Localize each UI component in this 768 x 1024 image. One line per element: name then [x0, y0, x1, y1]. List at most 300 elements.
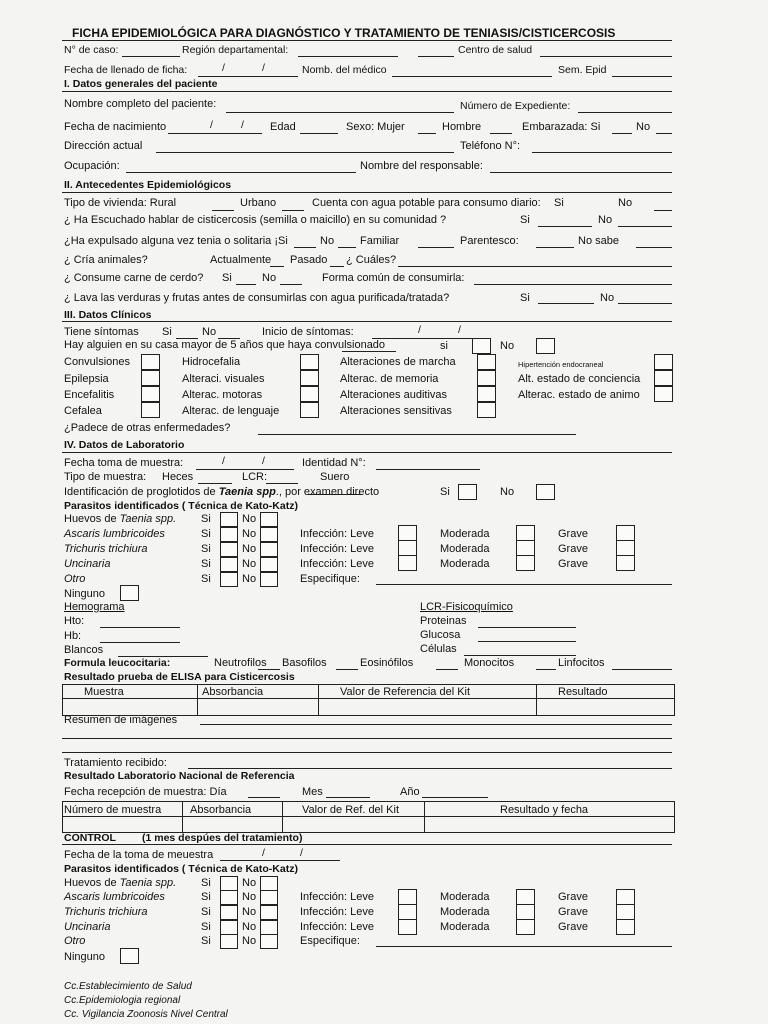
- proglottid-id-suffix: ., por examen directo: [275, 486, 380, 498]
- yes-label: Si: [201, 891, 211, 903]
- basophils-field[interactable]: [336, 669, 358, 670]
- table-rule: [62, 816, 674, 817]
- ascaris-no-checkbox[interactable]: [260, 527, 278, 542]
- yes-label: Si: [201, 543, 211, 555]
- control-uncinaria-no-checkbox[interactable]: [260, 920, 278, 935]
- region-label: Región departamental:: [182, 44, 289, 56]
- other-diseases-label: ¿Padece de otras enfermedades?: [64, 422, 231, 434]
- severe-label: Grave: [558, 528, 588, 540]
- severe-checkbox[interactable]: [616, 555, 635, 571]
- fill-date-field[interactable]: [198, 76, 298, 77]
- relationship-label: Parentesco:: [460, 235, 519, 247]
- control-heading: CONTROL: [64, 832, 116, 844]
- age-field[interactable]: [300, 133, 338, 134]
- neutrophils-label: Neutrofilos: [214, 657, 267, 669]
- symptom-consciousness: Alt. estado de conciencia: [518, 373, 641, 385]
- cc-regional-epidemiology: Cc.Epidemiologia regional: [64, 995, 181, 1006]
- drinking-water-no-label: No: [618, 197, 633, 209]
- sample-date-field[interactable]: [196, 469, 294, 470]
- birth-date-field[interactable]: [168, 133, 262, 134]
- region-field[interactable]: [298, 56, 398, 57]
- doctor-field[interactable]: [392, 76, 552, 77]
- severe-label: Grave: [558, 891, 588, 903]
- section-rule: [62, 452, 672, 453]
- guardian-label: Nombre del responsable:: [360, 160, 483, 172]
- expelled-no-label: No: [320, 235, 335, 247]
- proglottid-no-label: No: [500, 486, 515, 498]
- proglottid-no-checkbox[interactable]: [536, 484, 555, 500]
- pregnant-yes-field[interactable]: [612, 133, 632, 134]
- eggs-label: [64, 513, 176, 525]
- hydrocephalus-checkbox[interactable]: [300, 354, 319, 370]
- control-parasite-other: Otro: [64, 935, 86, 947]
- cells-field[interactable]: [464, 655, 576, 656]
- hemogram-heading: Hemograma: [64, 601, 125, 613]
- sex-male-field[interactable]: [490, 133, 512, 134]
- no-label: No: [242, 921, 257, 933]
- cysticercosis-heard-label: ¿ Ha Escuchado hablar de cisticercosis (semilla o maicillo) en su comunidad ?: [64, 214, 447, 226]
- record-number-field[interactable]: [578, 112, 672, 113]
- headache-checkbox[interactable]: [141, 402, 160, 418]
- drinking-water-label: Cuenta con agua potable para consumo diario:: [312, 197, 541, 209]
- household-seizure-yes-checkbox[interactable]: [472, 338, 491, 354]
- pregnant-yes-label: Embarazada: Si: [522, 121, 601, 133]
- imaging-summary-field[interactable]: [200, 724, 672, 725]
- identity-label: Identidad N°:: [302, 457, 366, 469]
- age-label: Edad: [270, 121, 296, 133]
- ref-col-result-date: Resultado y fecha: [500, 804, 589, 816]
- section-rule: [62, 91, 672, 92]
- symptoms-no-label: No: [202, 326, 217, 338]
- hemoglobin-field[interactable]: [100, 642, 180, 643]
- past-label: Pasado: [290, 254, 328, 266]
- control-eggs-label: [64, 877, 176, 889]
- taenia-name: Taenia spp: [218, 486, 276, 498]
- yes-label: Si: [201, 513, 211, 525]
- symptom-motor: Alterac. motoras: [182, 389, 263, 401]
- eggs-text: Huevos de: [64, 513, 117, 525]
- expelled-family-field[interactable]: [418, 247, 454, 248]
- moderate-checkbox[interactable]: [516, 904, 535, 920]
- encephalitis-checkbox[interactable]: [141, 386, 160, 402]
- symptom-sensory: Alteraciones sensitivas: [340, 405, 452, 417]
- pork-label: ¿ Consume carne de cerdo?: [64, 272, 204, 284]
- yes-label: Si: [201, 906, 211, 918]
- memory-checkbox[interactable]: [477, 370, 496, 386]
- epi-week-field[interactable]: [612, 76, 672, 77]
- section-rule: [62, 844, 672, 845]
- case-number-field[interactable]: [122, 56, 180, 57]
- moderate-checkbox[interactable]: [516, 919, 535, 935]
- proglottid-id-text: Identificación de proglotidos de: [64, 486, 216, 498]
- housing-urban-label: Urbano: [240, 197, 277, 209]
- household-seizure-yes-label: si: [440, 340, 448, 352]
- proglottid-yes-label: Si: [440, 486, 450, 498]
- other-diseases-field[interactable]: [258, 434, 576, 435]
- consumption-form-field[interactable]: [474, 284, 672, 285]
- white-cells-label: Blancos: [64, 644, 104, 656]
- yes-label: Si: [201, 528, 211, 540]
- date-slash: /: [458, 324, 461, 336]
- symptom-language: Alterac. de lenguaje: [182, 405, 280, 417]
- eosinophils-field[interactable]: [436, 669, 458, 670]
- record-number-label: Número de Expediente:: [460, 100, 571, 112]
- proglottid-yes-checkbox[interactable]: [458, 484, 477, 500]
- no-label: No: [242, 891, 257, 903]
- epilepsy-checkbox[interactable]: [141, 370, 160, 386]
- heard-no-field[interactable]: [618, 226, 672, 227]
- no-label: No: [242, 543, 257, 555]
- date-slash: /: [241, 119, 244, 131]
- table-rule: [62, 698, 674, 699]
- none-label: Ninguno: [64, 951, 105, 963]
- date-slash: /: [262, 62, 265, 74]
- reception-day-field[interactable]: [248, 797, 280, 798]
- consumption-form-label: Forma común de consumirla:: [322, 272, 465, 284]
- basophils-label: Basofilos: [282, 657, 327, 669]
- section-2-heading: II. Antecedentes Epidemiológicos: [64, 179, 232, 191]
- severe-checkbox[interactable]: [616, 889, 635, 905]
- lymphocytes-field[interactable]: [612, 669, 672, 670]
- region-extra-field[interactable]: [418, 56, 454, 57]
- yes-label: Si: [201, 921, 211, 933]
- imaging-summary-label: Resumen de imágenes: [64, 714, 178, 726]
- none-checkbox[interactable]: [120, 585, 139, 601]
- ref-col-kit-value: Valor de Ref. del Kit: [302, 804, 400, 816]
- seizures-checkbox[interactable]: [141, 354, 160, 370]
- heard-yes-field[interactable]: [538, 226, 592, 227]
- mild-checkbox[interactable]: [398, 540, 417, 556]
- identity-field[interactable]: [376, 469, 480, 470]
- pork-yes-label: Si: [222, 272, 232, 284]
- taenia-spp-name: Taenia spp.: [119, 513, 177, 525]
- infection-mild-label: Infección: Leve: [300, 528, 374, 540]
- visual-checkbox[interactable]: [300, 370, 319, 386]
- mild-checkbox[interactable]: [398, 889, 417, 905]
- yes-label: Si: [201, 558, 211, 570]
- severe-checkbox[interactable]: [616, 525, 635, 541]
- trichuris-no-checkbox[interactable]: [260, 542, 278, 557]
- which-animals-field[interactable]: [398, 266, 672, 267]
- section-rule: [62, 321, 672, 322]
- control-uncinaria-yes-checkbox[interactable]: [220, 920, 238, 935]
- specify-label: Especifique:: [300, 935, 360, 947]
- pork-no-field[interactable]: [280, 284, 302, 285]
- patient-name-label: Nombre completo del paciente:: [64, 98, 217, 110]
- symptom-memory: Alterac. de memoria: [340, 373, 439, 385]
- expelled-family-label: Familiar: [360, 235, 400, 247]
- cc-zoonosis-surveillance: Cc. Vigilancia Zoonosis Nivel Central: [64, 1009, 228, 1020]
- control-other-no-checkbox[interactable]: [260, 934, 278, 949]
- mood-checkbox[interactable]: [654, 386, 673, 402]
- infection-mild-label: Infección: Leve: [300, 891, 374, 903]
- moderate-label: Moderada: [440, 906, 490, 918]
- parasite-uncinaria: Uncinaria: [64, 558, 111, 570]
- unknown-field[interactable]: [636, 247, 672, 248]
- pregnant-no-field[interactable]: [656, 133, 672, 134]
- monocytes-label: Monocitos: [464, 657, 515, 669]
- specify-label: Especifique:: [300, 573, 360, 585]
- specify-field[interactable]: [376, 946, 672, 947]
- housing-rural-field[interactable]: [212, 210, 234, 211]
- control-trichuris-yes-checkbox[interactable]: [220, 905, 238, 920]
- symptom-seizures: Convulsiones: [64, 356, 131, 368]
- mild-checkbox[interactable]: [398, 525, 417, 541]
- section-4-heading: IV. Datos de Laboratorio: [64, 439, 185, 451]
- occupation-field[interactable]: [126, 172, 356, 173]
- auditory-checkbox[interactable]: [477, 386, 496, 402]
- date-slash: /: [262, 455, 265, 467]
- yes-label: Si: [201, 935, 211, 947]
- symptoms-label: Tiene síntomas: [64, 326, 139, 338]
- infection-mild-label: Infección: Leve: [300, 543, 374, 555]
- elisa-col-sample: Muestra: [84, 686, 124, 698]
- gait-checkbox[interactable]: [477, 354, 496, 370]
- pork-no-label: No: [262, 272, 277, 284]
- language-checkbox[interactable]: [300, 402, 319, 418]
- moderate-checkbox[interactable]: [516, 540, 535, 556]
- symptom-visual: Alteraci. visuales: [182, 373, 265, 385]
- severe-label: Grave: [558, 543, 588, 555]
- lymphocytes-label: Linfocitos: [558, 657, 605, 669]
- moderate-checkbox[interactable]: [516, 889, 535, 905]
- fill-date-label: Fecha de llenado de ficha:: [64, 64, 188, 76]
- housing-rural-label: Tipo de vivienda: Rural: [64, 197, 177, 209]
- national-lab-heading: Resultado Laboratorio Nacional de Referencia: [64, 770, 295, 782]
- control-ascaris-no-checkbox[interactable]: [260, 890, 278, 905]
- moderate-label: Moderada: [440, 543, 490, 555]
- taenia-spp-name: Taenia spp.: [119, 877, 177, 889]
- symptom-auditory: Alteraciones auditivas: [340, 389, 448, 401]
- health-center-label: Centro de salud: [458, 44, 533, 56]
- monocytes-field[interactable]: [536, 669, 556, 670]
- control-parasite-ascaris: Ascaris lumbricoides: [64, 891, 165, 903]
- heard-yes-label: Si: [520, 214, 530, 226]
- severe-checkbox[interactable]: [616, 919, 635, 935]
- address-field[interactable]: [156, 152, 454, 153]
- other-yes-checkbox[interactable]: [220, 572, 238, 587]
- reception-month-label: Mes: [302, 786, 323, 798]
- moderate-checkbox[interactable]: [516, 525, 535, 541]
- proglottid-id-label: [64, 486, 379, 498]
- reception-month-field[interactable]: [326, 797, 370, 798]
- no-label: No: [242, 573, 257, 585]
- elisa-col-reference: Valor de Referencia del Kit: [340, 686, 471, 698]
- cc-health-establishment: Cc.Establecimiento de Salud: [64, 981, 192, 992]
- infection-mild-label: Infección: Leve: [300, 558, 374, 570]
- unknown-label: No sabe: [578, 235, 619, 247]
- mild-checkbox[interactable]: [398, 919, 417, 935]
- no-label: No: [242, 513, 257, 525]
- birth-date-label: Fecha de nacimiento: [64, 121, 167, 133]
- no-label: No: [242, 528, 257, 540]
- sensory-checkbox[interactable]: [477, 402, 496, 418]
- onset-field[interactable]: [372, 338, 482, 339]
- control-parasite-uncinaria: Uncinaria: [64, 921, 111, 933]
- control-other-yes-checkbox[interactable]: [220, 934, 238, 949]
- onset-label: Inicio de síntomas:: [262, 326, 354, 338]
- no-label: No: [242, 906, 257, 918]
- csf-field[interactable]: [266, 483, 298, 484]
- serum-label: Suero: [320, 471, 350, 483]
- trichuris-yes-checkbox[interactable]: [220, 542, 238, 557]
- specify-field[interactable]: [376, 584, 672, 585]
- leukocyte-formula-label: Formula leucocitaria:: [64, 657, 171, 669]
- control-trichuris-no-checkbox[interactable]: [260, 905, 278, 920]
- moderate-label: Moderada: [440, 558, 490, 570]
- control-sample-date-label: Fecha de la toma de meuestra: [64, 849, 214, 861]
- control-kato-katz-heading: Parasitos identificados ( Técnica de Kato-Katz): [64, 863, 298, 875]
- eggs-no-checkbox[interactable]: [260, 512, 278, 527]
- treatment-field[interactable]: [188, 768, 672, 769]
- uncinaria-yes-checkbox[interactable]: [220, 557, 238, 572]
- guardian-field[interactable]: [490, 172, 672, 173]
- pork-yes-field[interactable]: [236, 284, 256, 285]
- date-slash: /: [222, 62, 225, 74]
- sample-type-label: Tipo de muestra:: [64, 471, 147, 483]
- symptom-hydrocephalus: Hidrocefalia: [182, 356, 241, 368]
- control-eggs-yes-checkbox[interactable]: [220, 876, 238, 891]
- parasite-ascaris: Ascaris lumbricoides: [64, 528, 165, 540]
- household-seizure-label: Hay alguien en su casa mayor de 5 años que haya convulsionado: [64, 339, 386, 351]
- date-slash: /: [300, 847, 303, 859]
- currently-field[interactable]: [270, 266, 284, 267]
- neutrophils-field[interactable]: [258, 669, 280, 670]
- sex-male-label: Hombre: [442, 121, 482, 133]
- csf-physicochemical-heading: LCR-Fisicoquímico: [420, 601, 513, 613]
- wash-produce-label: ¿ Lava las verduras y frutas antes de consumirlas con agua purificada/tratada?: [64, 292, 450, 304]
- infection-mild-label: Infección: Leve: [300, 906, 374, 918]
- reception-year-field[interactable]: [422, 797, 488, 798]
- moderate-checkbox[interactable]: [516, 555, 535, 571]
- pregnant-no-label: No: [636, 121, 651, 133]
- other-no-checkbox[interactable]: [260, 572, 278, 587]
- date-slash: /: [210, 119, 213, 131]
- housing-urban-field[interactable]: [282, 210, 304, 211]
- proteins-field[interactable]: [478, 627, 576, 628]
- none-checkbox[interactable]: [120, 948, 139, 964]
- case-number-label: N° de caso:: [64, 44, 119, 56]
- section-1-heading: I. Datos generales del paciente: [64, 78, 218, 90]
- household-seizure-field[interactable]: [342, 351, 396, 352]
- occupation-label: Ocupación:: [64, 160, 120, 172]
- health-center-field[interactable]: [540, 56, 672, 57]
- expelled-tapeworm-label: ¿Ha expulsado alguna vez tenia o solitaria ¡Si: [64, 235, 288, 247]
- severe-label: Grave: [558, 921, 588, 933]
- household-seizure-no-checkbox[interactable]: [536, 338, 555, 354]
- currently-label: Actualmente: [210, 254, 272, 266]
- which-animals-label: ¿ Cuáles?: [346, 254, 397, 266]
- patient-name-field[interactable]: [226, 112, 454, 113]
- csf-label: LCR:: [242, 471, 268, 483]
- intracranial-checkbox[interactable]: [654, 354, 673, 370]
- parasite-other: Otro: [64, 573, 86, 585]
- relationship-field[interactable]: [536, 247, 574, 248]
- epi-week-label: Sem. Epid: [558, 64, 607, 76]
- phone-field[interactable]: [532, 152, 672, 153]
- parasite-trichuris: Trichuris trichiura: [64, 543, 148, 555]
- cells-label: Células: [420, 643, 457, 655]
- section-rule: [62, 192, 672, 193]
- drinking-water-field[interactable]: [654, 210, 672, 211]
- sex-female-label: Sexo: Mujer: [346, 121, 405, 133]
- sample-date-label: Fecha toma de muestra:: [64, 457, 184, 469]
- symptom-headache: Cefalea: [64, 405, 102, 417]
- expelled-no-field[interactable]: [338, 247, 356, 248]
- wash-no-label: No: [600, 292, 615, 304]
- symptom-encephalitis: Encefalitis: [64, 389, 115, 401]
- table-rule: [282, 801, 283, 832]
- moderate-label: Moderada: [440, 528, 490, 540]
- control-parasite-trichuris: Trichuris trichiura: [64, 906, 148, 918]
- uncinaria-no-checkbox[interactable]: [260, 557, 278, 572]
- stool-field[interactable]: [198, 483, 232, 484]
- date-slash: /: [418, 324, 421, 336]
- wash-no-field[interactable]: [618, 303, 672, 304]
- control-ascaris-yes-checkbox[interactable]: [220, 890, 238, 905]
- proteins-label: Proteinas: [420, 615, 467, 627]
- severe-checkbox[interactable]: [616, 540, 635, 556]
- yes-label: Si: [201, 573, 211, 585]
- symptom-mood: Alterac. estado de animo: [518, 389, 640, 401]
- kato-katz-heading: Parasitos identificados ( Técnica de Kato-Katz): [64, 500, 298, 512]
- ascaris-yes-checkbox[interactable]: [220, 527, 238, 542]
- none-label: Ninguno: [64, 588, 105, 600]
- severe-checkbox[interactable]: [616, 904, 635, 920]
- control-sample-date-field[interactable]: [220, 860, 340, 861]
- mild-checkbox[interactable]: [398, 555, 417, 571]
- no-label: No: [242, 935, 257, 947]
- eggs-yes-checkbox[interactable]: [220, 512, 238, 527]
- doctor-label: Nomb. del médico: [302, 64, 387, 76]
- date-slash: /: [222, 455, 225, 467]
- animals-label: ¿ Cría animales?: [64, 254, 148, 266]
- control-eggs-no-checkbox[interactable]: [260, 876, 278, 891]
- hematocrit-field[interactable]: [100, 627, 180, 628]
- severe-label: Grave: [558, 558, 588, 570]
- glucose-field[interactable]: [478, 641, 576, 642]
- title-rule: [62, 40, 672, 41]
- form-title: FICHA EPIDEMIOLÓGICA PARA DIAGNÓSTICO Y TRATAMIENTO DE TENIASIS/CISTICERCOSIS: [72, 26, 616, 40]
- phone-label: Teléfono N°:: [460, 140, 521, 152]
- control-subheading: (1 mes despúes del tratamiento): [142, 832, 303, 844]
- no-label: No: [242, 558, 257, 570]
- eggs-text: Huevos de: [64, 877, 117, 889]
- reception-day-label: Fecha recepción de muestra: Día: [64, 786, 227, 798]
- date-slash: /: [262, 847, 265, 859]
- motor-checkbox[interactable]: [300, 386, 319, 402]
- table-rule: [424, 801, 425, 832]
- treatment-label: Tratamiento recibido:: [64, 757, 167, 769]
- expelled-yes-field[interactable]: [294, 247, 316, 248]
- stool-label: Heces: [162, 471, 194, 483]
- imaging-summary-field[interactable]: [62, 738, 672, 739]
- table-rule: [197, 684, 198, 715]
- sex-female-field[interactable]: [418, 133, 436, 134]
- heard-no-label: No: [598, 214, 613, 226]
- elisa-col-absorbance: Absorbancia: [202, 686, 264, 698]
- table-rule: [182, 801, 183, 832]
- wash-yes-field[interactable]: [538, 303, 594, 304]
- past-field[interactable]: [330, 266, 344, 267]
- no-label: No: [242, 877, 257, 889]
- consciousness-checkbox[interactable]: [654, 370, 673, 386]
- moderate-label: Moderada: [440, 891, 490, 903]
- imaging-summary-field[interactable]: [62, 752, 672, 753]
- mild-checkbox[interactable]: [398, 904, 417, 920]
- yes-label: Si: [201, 877, 211, 889]
- hematocrit-label: Hto:: [64, 615, 85, 627]
